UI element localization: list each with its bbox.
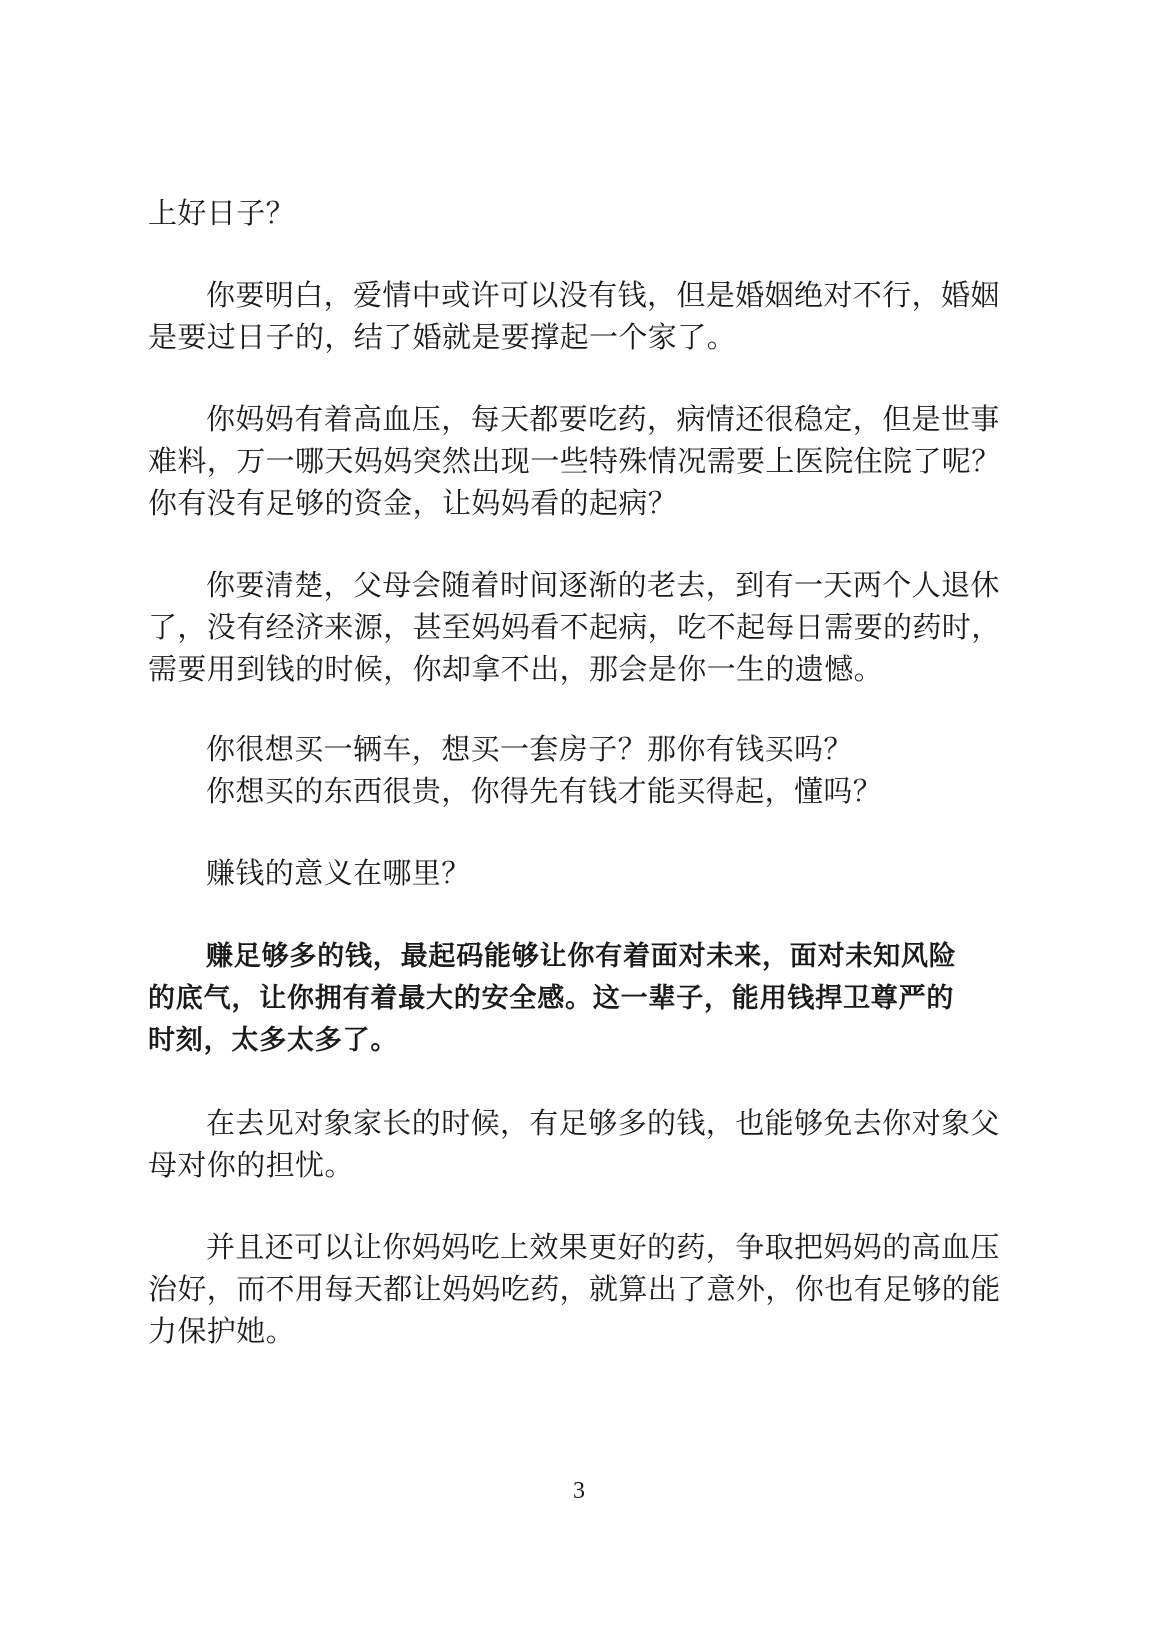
paragraph-4-line-2: 了，没有经济来源，甚至妈妈看不起病，吃不起每日需要的药时， xyxy=(148,610,1001,644)
paragraph-7-line-3: 时刻，太多太多了。 xyxy=(148,1025,399,1056)
paragraph-4-line-3: 需要用到钱的时候，你却拿不出，那会是你一生的遗憾。 xyxy=(148,652,884,686)
paragraph-6-line-1: 赚钱的意义在哪里？ xyxy=(206,856,471,890)
paragraph-8-line-1: 在去见对象家长的时候，有足够多的钱，也能够免去你对象父 xyxy=(206,1106,1000,1140)
paragraph-2-line-2: 是要过日子的，结了婚就是要撑起一个家了。 xyxy=(148,320,737,354)
paragraph-8-line-2: 母对你的担忧。 xyxy=(148,1148,354,1182)
paragraph-9-line-2: 治好，而不用每天都让妈妈吃药，就算出了意外，你也有足够的能 xyxy=(148,1272,1001,1306)
paragraph-7-line-1: 赚足够多的钱，最起码能够让你有着面对未来，面对未知风险 xyxy=(206,941,957,972)
paragraph-4-line-1: 你要清楚，父母会随着时间逐渐的老去，到有一天两个人退休 xyxy=(206,568,1000,602)
paragraph-9-line-1: 并且还可以让你妈妈吃上效果更好的药，争取把妈妈的高血压 xyxy=(206,1230,1000,1264)
page-number: 3 xyxy=(573,1478,585,1504)
paragraph-5-line-2: 你想买的东西很贵，你得先有钱才能买得起，懂吗？ xyxy=(206,774,883,808)
paragraph-1-line-1: 上好日子？ xyxy=(148,196,296,230)
paragraph-3-line-1: 你妈妈有着高血压，每天都要吃药，病情还很稳定，但是世事 xyxy=(206,402,1000,436)
paragraph-9-line-3: 力保护她。 xyxy=(148,1314,296,1348)
paragraph-3-line-3: 你有没有足够的资金，让妈妈看的起病？ xyxy=(148,486,678,520)
paragraph-3-line-2: 难料，万一哪天妈妈突然出现一些特殊情况需要上医院住院了呢？ xyxy=(148,444,1001,478)
paragraph-5-line-1: 你很想买一辆车，想买一套房子？那你有钱买吗？ xyxy=(206,732,853,766)
paragraph-7-line-2: 的底气，让你拥有着最大的安全感。这一辈子，能用钱捍卫尊严的 xyxy=(148,983,955,1014)
paragraph-2-line-1: 你要明白，爱情中或许可以没有钱，但是婚姻绝对不行，婚姻 xyxy=(206,278,1000,312)
